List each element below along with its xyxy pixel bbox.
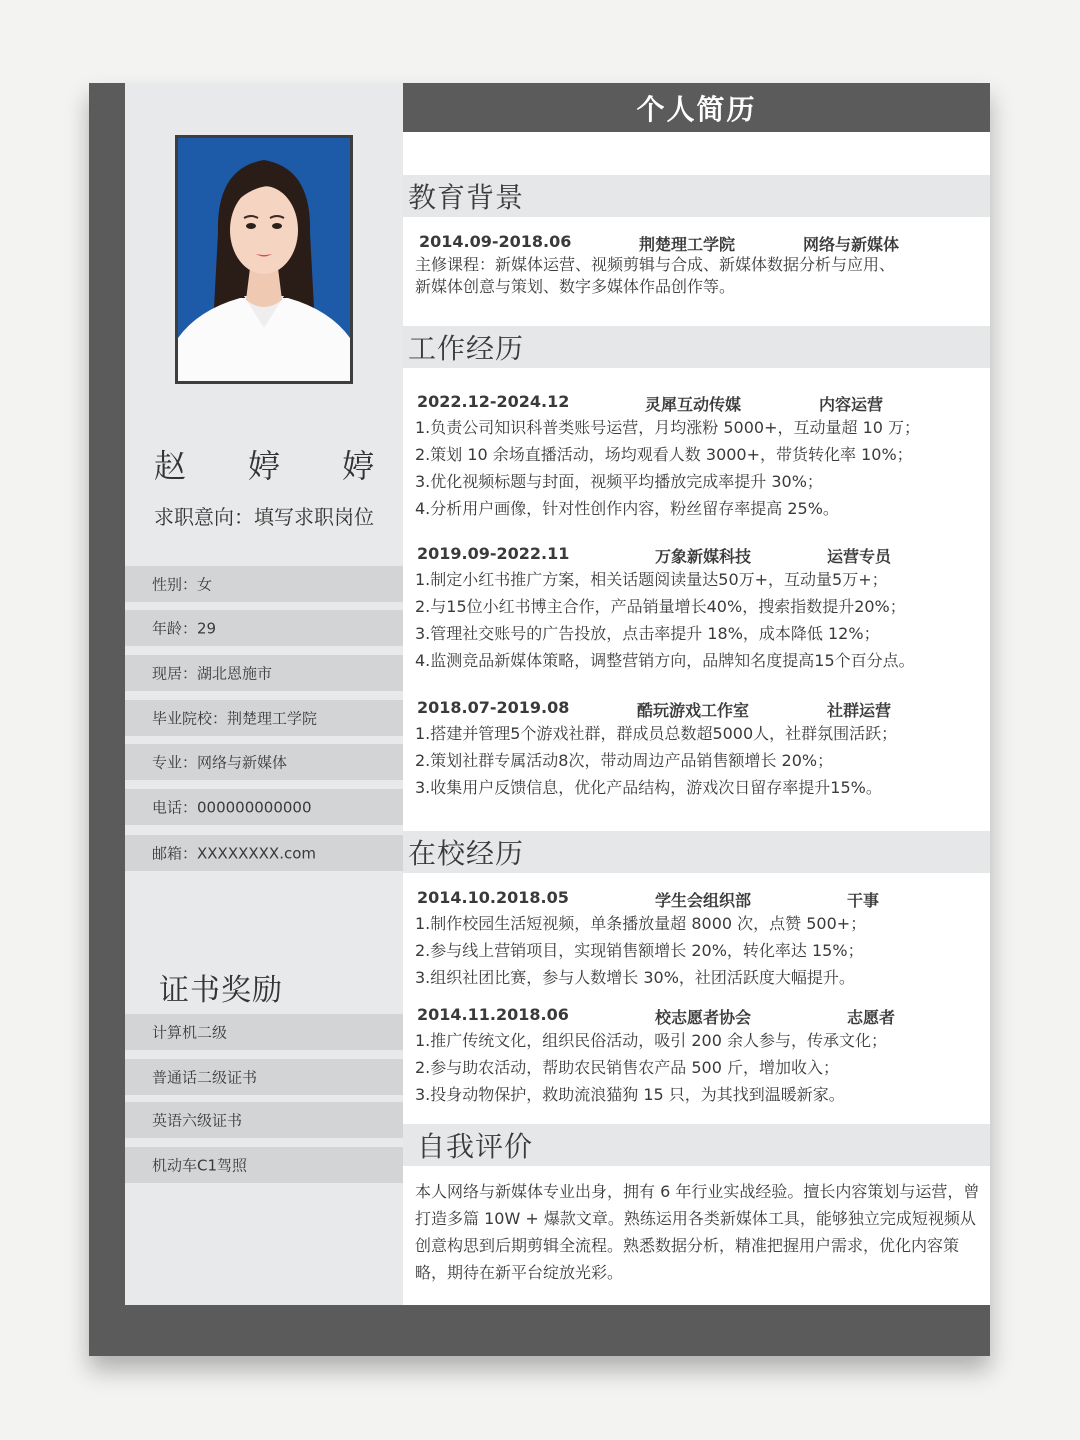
info-gender xyxy=(125,566,403,602)
campus-header xyxy=(403,831,990,873)
entry-line: 3.组织社团比赛，参与人数增长 30%，社团活跃度大幅提升。 xyxy=(415,968,855,987)
info-major-text: 专业：网络与新媒体 xyxy=(152,753,288,772)
portrait-image xyxy=(178,138,350,381)
info-gender-text: 性别：女 xyxy=(152,575,213,594)
entry-line: 3.优化视频标题与封面，视频平均播放完成率提升 30%； xyxy=(415,472,823,491)
cert-item xyxy=(125,1147,403,1183)
main-content xyxy=(403,83,990,1305)
info-phone xyxy=(125,789,403,825)
entry-org: 酷玩游戏工作室 xyxy=(637,701,750,720)
entry-date: 2022.12-2024.12 xyxy=(417,392,570,411)
entry-line: 1.推广传统文化，组织民俗活动，吸引 200 余人参与，传承文化； xyxy=(415,1031,887,1050)
work-title: 工作经历 xyxy=(408,332,525,365)
work-header xyxy=(403,326,990,368)
work-entry xyxy=(415,392,985,522)
info-phone-text: 电话：000000000000 xyxy=(152,798,312,817)
cert-item-text: 普通话二级证书 xyxy=(152,1068,258,1087)
entry-role: 网络与新媒体 xyxy=(803,235,900,254)
education-header xyxy=(403,175,990,217)
entry-org: 学生会组织部 xyxy=(655,891,752,910)
work-entry xyxy=(415,698,985,801)
entry-line: 1.制作校园生活短视频，单条播放量超 8000 次，点赞 500+； xyxy=(415,914,867,933)
info-residence-text: 现居：湖北恩施市 xyxy=(152,664,273,683)
sidebar xyxy=(125,83,403,1305)
cert-item xyxy=(125,1102,403,1138)
self-eval-text: 本人网络与新媒体专业出身，拥有 6 年行业实战经验。擅长内容策划与运营，曾打造多篇 10W + 爆款文章。熟练运用各类新媒体工具，能够独立完成短视频从创意构思到后期剪辑全流程。熟悉数据分析，精准把握用户需求，优化内容策略，期待在新平台绽放光彩。 xyxy=(415,1182,980,1282)
entry-org: 荆楚理工学院 xyxy=(639,235,736,254)
info-residence xyxy=(125,655,403,691)
campus-title: 在校经历 xyxy=(408,837,525,870)
entry-date: 2014.11.2018.06 xyxy=(417,1005,569,1024)
entry-role: 社群运营 xyxy=(827,701,892,720)
education-entry xyxy=(415,232,985,298)
entry-date: 2014.09-2018.06 xyxy=(419,232,572,251)
info-school xyxy=(125,700,403,736)
info-email-text: 邮箱：XXXXXXXX.com xyxy=(152,844,317,863)
entry-role: 干事 xyxy=(847,891,880,910)
entry-line: 2.策划 10 余场直播活动，场均观看人数 3000+，带货转化率 10%； xyxy=(415,445,913,464)
entry-line: 2.参与线上营销项目，实现销售额增长 20%，转化率达 15%； xyxy=(415,941,864,960)
entry-line: 3.管理社交账号的广告投放，点击率提升 18%，成本降低 12%； xyxy=(415,624,880,643)
entry-line: 3.收集用户反馈信息，优化产品结构，游戏次日留存率提升15%。 xyxy=(415,778,882,797)
cert-item-text: 机动车C1驾照 xyxy=(152,1156,248,1175)
campus-entry xyxy=(415,888,985,991)
entry-date: 2014.10.2018.05 xyxy=(417,888,569,907)
entry-line: 主修课程：新媒体运营、视频剪辑与合成、新媒体数据分析与应用、 xyxy=(415,255,896,274)
cert-item-text: 计算机二级 xyxy=(152,1023,228,1042)
profile-photo xyxy=(175,135,353,384)
entry-org: 万象新媒科技 xyxy=(655,547,752,566)
entry-role: 志愿者 xyxy=(847,1008,896,1027)
campus-entry xyxy=(415,1005,985,1108)
entry-date: 2019.09-2022.11 xyxy=(417,544,570,563)
entry-role: 内容运营 xyxy=(819,395,884,414)
job-intent: 求职意向：填写求职岗位 xyxy=(154,505,374,529)
entry-line: 1.搭建并管理5个游戏社群，群成员总数超5000人，社群氛围活跃； xyxy=(415,724,898,743)
resume-sheet xyxy=(89,83,990,1356)
entry-role: 运营专员 xyxy=(827,547,892,566)
entry-header xyxy=(415,392,985,414)
entry-line: 1.制定小红书推广方案，相关话题阅读量达50万+，互动量5万+； xyxy=(415,570,888,589)
cert-item xyxy=(125,1059,403,1095)
entry-line: 新媒体创意与策划、数字多媒体作品创作等。 xyxy=(415,277,736,296)
self-eval-header xyxy=(403,1124,990,1166)
entry-org: 校志愿者协会 xyxy=(655,1008,752,1027)
cert-item-text: 英语六级证书 xyxy=(152,1111,243,1130)
entry-header xyxy=(415,1005,985,1027)
info-major xyxy=(125,744,403,780)
entry-header xyxy=(415,544,985,566)
entry-header xyxy=(415,232,985,254)
entry-line: 2.与15位小红书博主合作，产品销量增长40%，搜索指数提升20%； xyxy=(415,597,906,616)
info-school-text: 毕业院校：荆楚理工学院 xyxy=(152,709,318,728)
entry-line: 4.监测竞品新媒体策略，调整营销方向，品牌知名度提高15个百分点。 xyxy=(415,651,915,670)
entry-org: 灵犀互动传媒 xyxy=(645,395,742,414)
info-age xyxy=(125,610,403,646)
candidate-name: 赵 婷 婷 xyxy=(153,447,401,485)
entry-line: 1.负责公司知识科普类账号运营，月均涨粉 5000+，互动量超 10 万； xyxy=(415,418,921,437)
work-entry xyxy=(415,544,985,674)
resume-title: 个人简历 xyxy=(403,83,990,132)
entry-header xyxy=(415,888,985,910)
cert-item xyxy=(125,1014,403,1050)
self-eval-title: 自我评价 xyxy=(417,1130,534,1163)
education-title: 教育背景 xyxy=(408,181,525,214)
info-age-text: 年龄：29 xyxy=(152,619,217,638)
entry-line: 4.分析用户画像，针对性创作内容，粉丝留存率提高 25%。 xyxy=(415,499,839,518)
entry-line: 3.投身动物保护，救助流浪猫狗 15 只，为其找到温暖新家。 xyxy=(415,1085,845,1104)
certificates-title: 证书奖励 xyxy=(159,973,283,1008)
entry-line: 2.参与助农活动，帮助农民销售农产品 500 斤，增加收入； xyxy=(415,1058,839,1077)
entry-date: 2018.07-2019.08 xyxy=(417,698,570,717)
entry-header xyxy=(415,698,985,720)
entry-line: 2.策划社群专属活动8次，带动周边产品销售额增长 20%； xyxy=(415,751,834,770)
info-email xyxy=(125,835,403,871)
